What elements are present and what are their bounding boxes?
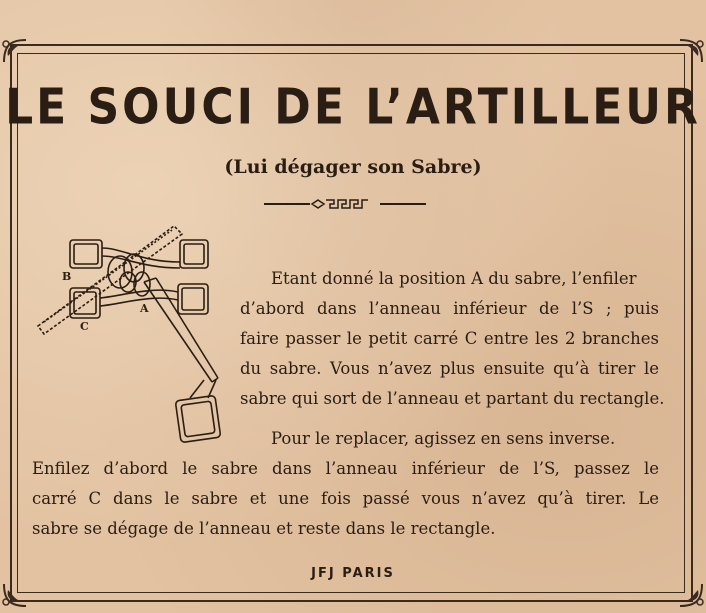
page-title: LE SOUCI DE L’ARTILLEUR xyxy=(5,78,701,137)
corner-flourish-bottom-left xyxy=(0,580,30,610)
figure-label-a: A xyxy=(140,302,149,315)
figure-label-c: C xyxy=(80,320,89,333)
ornament-divider xyxy=(262,196,428,212)
figure-label-b: B xyxy=(62,270,72,283)
corner-flourish-bottom-right xyxy=(676,580,706,610)
text-line: sabre qui sort de l’anneau et partant du rectangle. xyxy=(240,389,665,408)
text-line: carré C dans le sabre et une fois passé vous n’avez qu’à tirer. Le xyxy=(32,489,659,508)
printer-imprint: JFJ PARIS xyxy=(311,566,395,581)
text-line: Etant donné la position A du sabre, l’enfiler xyxy=(271,269,637,288)
corner-flourish-top-right xyxy=(676,36,706,66)
text-line: faire passer le petit carré C entre les 2 branches xyxy=(240,329,659,348)
text-line: du sabre. Vous n’avez plus ensuite qu’à tirer le xyxy=(240,359,659,378)
page-subtitle: (Lui dégager son Sabre) xyxy=(224,156,482,178)
text-line: d’abord dans l’anneau inférieur de l’S ; puis xyxy=(240,299,659,318)
puzzle-illustration xyxy=(32,212,232,452)
text-line: sabre se dégage de l’anneau et reste dans le rectangle. xyxy=(32,519,496,538)
corner-flourish-top-left xyxy=(0,36,30,66)
text-line: Pour le replacer, agissez en sens inverse. xyxy=(271,429,616,448)
text-line: Enfilez d’abord le sabre dans l’anneau inférieur de l’S, passez le xyxy=(32,459,659,478)
